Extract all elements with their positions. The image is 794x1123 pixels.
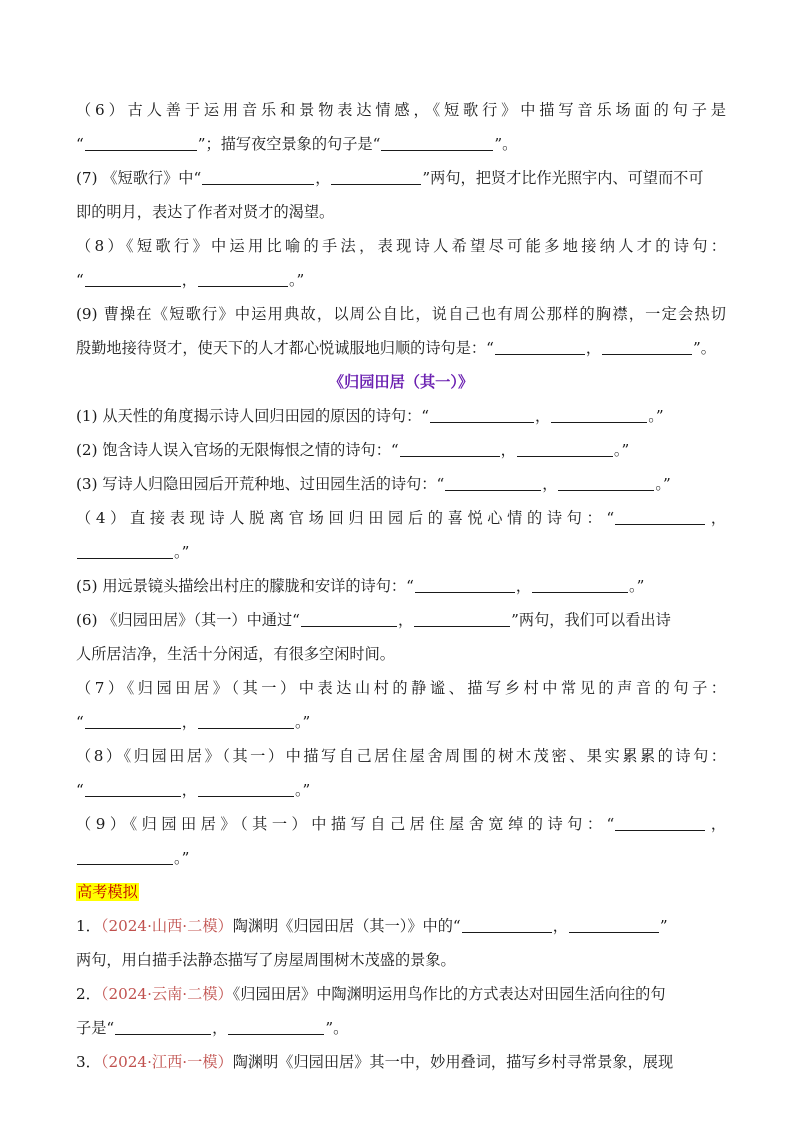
- answer-blank[interactable]: [532, 591, 628, 593]
- answer-blank[interactable]: [462, 931, 552, 933]
- comma: ，: [181, 781, 197, 799]
- question-7-line-2: [76, 195, 726, 229]
- question-9-line-2: [76, 331, 726, 365]
- answer-blank[interactable]: [602, 353, 692, 355]
- question-text: 。”: [288, 271, 305, 289]
- answer-blank[interactable]: [202, 183, 314, 185]
- comma: ，: [706, 509, 727, 527]
- question-4-line-1: [76, 501, 726, 535]
- item-number: 2．: [76, 985, 101, 1003]
- question-text: ”。: [693, 339, 716, 357]
- item-source: （2024·山西·二模）: [100, 917, 233, 935]
- item-number: 3．: [76, 1053, 101, 1071]
- answer-blank[interactable]: [85, 795, 181, 797]
- question-7-line-1: [76, 161, 726, 195]
- question-text: ”。: [325, 1019, 349, 1037]
- question-2: [76, 433, 726, 467]
- answer-blank[interactable]: [415, 591, 515, 593]
- answer-blank[interactable]: [569, 931, 659, 933]
- question-1: [76, 399, 726, 433]
- question-3: [76, 467, 726, 501]
- exam-item-2-line-1: [76, 977, 726, 1011]
- comma: ，: [535, 407, 551, 425]
- quote-open: “: [76, 271, 84, 289]
- quote-close: ”: [659, 917, 668, 935]
- question-text: ”两句，我们可以看出诗: [511, 611, 671, 629]
- question-7-line-1: [76, 671, 726, 705]
- answer-blank[interactable]: [115, 1033, 211, 1035]
- answer-blank[interactable]: [430, 421, 534, 423]
- comma: ，: [515, 577, 532, 595]
- item-source: （2024·江西·一模）: [100, 1053, 233, 1071]
- document-page: [76, 93, 726, 1079]
- question-text: (3) 写诗人归隐田园后开荒种地、过田园生活的诗句：“: [76, 475, 445, 493]
- answer-blank[interactable]: [301, 625, 397, 627]
- question-text: 。”: [655, 475, 671, 493]
- comma: ，: [500, 441, 516, 459]
- comma: ，: [181, 713, 197, 731]
- answer-blank[interactable]: [77, 557, 173, 559]
- answer-blank[interactable]: [558, 489, 654, 491]
- answer-blank[interactable]: [615, 523, 705, 525]
- question-text: 。”: [294, 781, 311, 799]
- question-text: （7）《归园田居》（其一）中表达山村的静谧、描写乡村中常见的声音的句子：: [76, 679, 726, 697]
- exam-item-3-line-1: [76, 1045, 726, 1079]
- question-text: （9）《归园田居》（其一）中描写自己居住屋舍宽绰的诗句：“: [76, 815, 615, 833]
- answer-blank[interactable]: [495, 353, 585, 355]
- exam-item-1-line-1: [76, 909, 726, 943]
- answer-blank[interactable]: [198, 285, 288, 287]
- answer-blank[interactable]: [198, 727, 294, 729]
- question-text: 两句，用白描手法静态描写了房屋周围树木茂盛的景象。: [76, 951, 456, 969]
- answer-blank[interactable]: [381, 149, 493, 151]
- question-6-line-1: [76, 603, 726, 637]
- question-6-line-1: [76, 93, 726, 127]
- question-text: （8）《短歌行》中运用比喻的手法，表现诗人希望尽可能多地接纳人才的诗句：: [76, 237, 726, 255]
- question-9-line-1: [76, 297, 726, 331]
- answer-blank[interactable]: [228, 1033, 324, 1035]
- question-text: 。”: [648, 407, 664, 425]
- answer-blank[interactable]: [517, 455, 613, 457]
- question-8-line-1: [76, 739, 726, 773]
- comma: ，: [542, 475, 558, 493]
- mock-exam-heading-row: [76, 875, 726, 909]
- question-6-line-2: [76, 637, 726, 671]
- answer-blank[interactable]: [615, 829, 705, 831]
- question-text: (7) 《短歌行》中“: [76, 169, 202, 187]
- answer-blank[interactable]: [198, 795, 294, 797]
- answer-blank[interactable]: [85, 285, 181, 287]
- answer-blank[interactable]: [400, 455, 500, 457]
- question-text: 陶渊明《归园田居》其一中，妙用叠词，描写乡村寻常景象，展现: [232, 1053, 674, 1071]
- question-4-line-2: [76, 535, 726, 569]
- exam-item-1-line-2: [76, 943, 726, 977]
- question-8-line-2: [76, 263, 726, 297]
- comma: ，: [706, 815, 727, 833]
- quote-open: “: [76, 135, 84, 153]
- mock-exam-heading: 高考模拟: [77, 883, 138, 901]
- answer-blank[interactable]: [331, 183, 421, 185]
- comma: ，: [181, 271, 197, 289]
- quote-open: “: [76, 781, 84, 799]
- question-text: （4）直接表现诗人脱离官场回归田园后的喜悦心情的诗句：“: [76, 509, 615, 527]
- question-6-line-2: [76, 127, 726, 161]
- question-text: ”两句，把贤才比作光照宇内、可望而不可: [422, 169, 704, 187]
- question-9-line-1: [76, 807, 726, 841]
- question-text: 殷勤地接待贤才，使天下的人才都心悦诚服地归顺的诗句是：“: [76, 339, 494, 357]
- answer-blank[interactable]: [551, 421, 647, 423]
- question-text: (9) 曹操在《短歌行》中运用典故，以周公自比，说自己也有周公那样的胸襟，一定会热切: [76, 305, 726, 323]
- question-text: 。”: [613, 441, 630, 459]
- exam-item-2-line-2: [76, 1011, 726, 1045]
- question-text: （8）《归园田居》（其一）中描写自己居住屋舍周围的树木茂密、果实累累的诗句：: [76, 747, 726, 765]
- question-text: 人所居洁净，生活十分闲适，有很多空闲时间。: [76, 645, 395, 663]
- question-text: 陶渊明《归园田居（其一）》中的“: [232, 917, 461, 935]
- item-number: 1．: [76, 917, 101, 935]
- comma: ，: [585, 339, 602, 357]
- question-text: (1) 从天性的角度揭示诗人回归田园的原因的诗句：“: [76, 407, 430, 425]
- question-text: 即的明月，表达了作者对贤才的渴望。: [76, 203, 335, 221]
- quote-open: “: [76, 713, 84, 731]
- question-text: 。”: [174, 543, 190, 561]
- item-source: （2024·云南·二模）: [100, 985, 233, 1003]
- question-7-line-2: [76, 705, 726, 739]
- question-text: ”。: [494, 135, 518, 153]
- question-text: 。”: [174, 849, 190, 867]
- comma: ，: [397, 611, 414, 629]
- section-title: 《归园田居（其一）》: [328, 373, 474, 391]
- answer-blank[interactable]: [85, 149, 197, 151]
- answer-blank[interactable]: [414, 625, 510, 627]
- question-text: (5) 用远景镜头描绘出村庄的朦胧和安详的诗句：“: [76, 577, 414, 595]
- question-text: ”；描写夜空景象的句子是“: [197, 135, 381, 153]
- comma: ，: [212, 1019, 228, 1037]
- comma: ，: [552, 917, 568, 935]
- question-text: (2) 饱含诗人误入官场的无限悔恨之情的诗句：“: [76, 441, 399, 459]
- question-text: 。”: [629, 577, 645, 595]
- question-8-line-2: [76, 773, 726, 807]
- answer-blank[interactable]: [77, 863, 173, 865]
- question-5: [76, 569, 726, 603]
- question-text: 《归园田居》中陶渊明运用鸟作比的方式表达对田园生活向往的句: [232, 985, 666, 1003]
- answer-blank[interactable]: [85, 727, 181, 729]
- question-9-line-2: [76, 841, 726, 875]
- question-8-line-1: [76, 229, 726, 263]
- question-text: (6) 《归园田居》（其一）中通过“: [76, 611, 300, 629]
- question-text: 。”: [294, 713, 311, 731]
- question-text: （6）古人善于运用音乐和景物表达情感，《短歌行》中描写音乐场面的句子是: [76, 101, 726, 119]
- question-text: 子是“: [76, 1019, 115, 1037]
- comma: ，: [315, 169, 331, 187]
- answer-blank[interactable]: [445, 489, 541, 491]
